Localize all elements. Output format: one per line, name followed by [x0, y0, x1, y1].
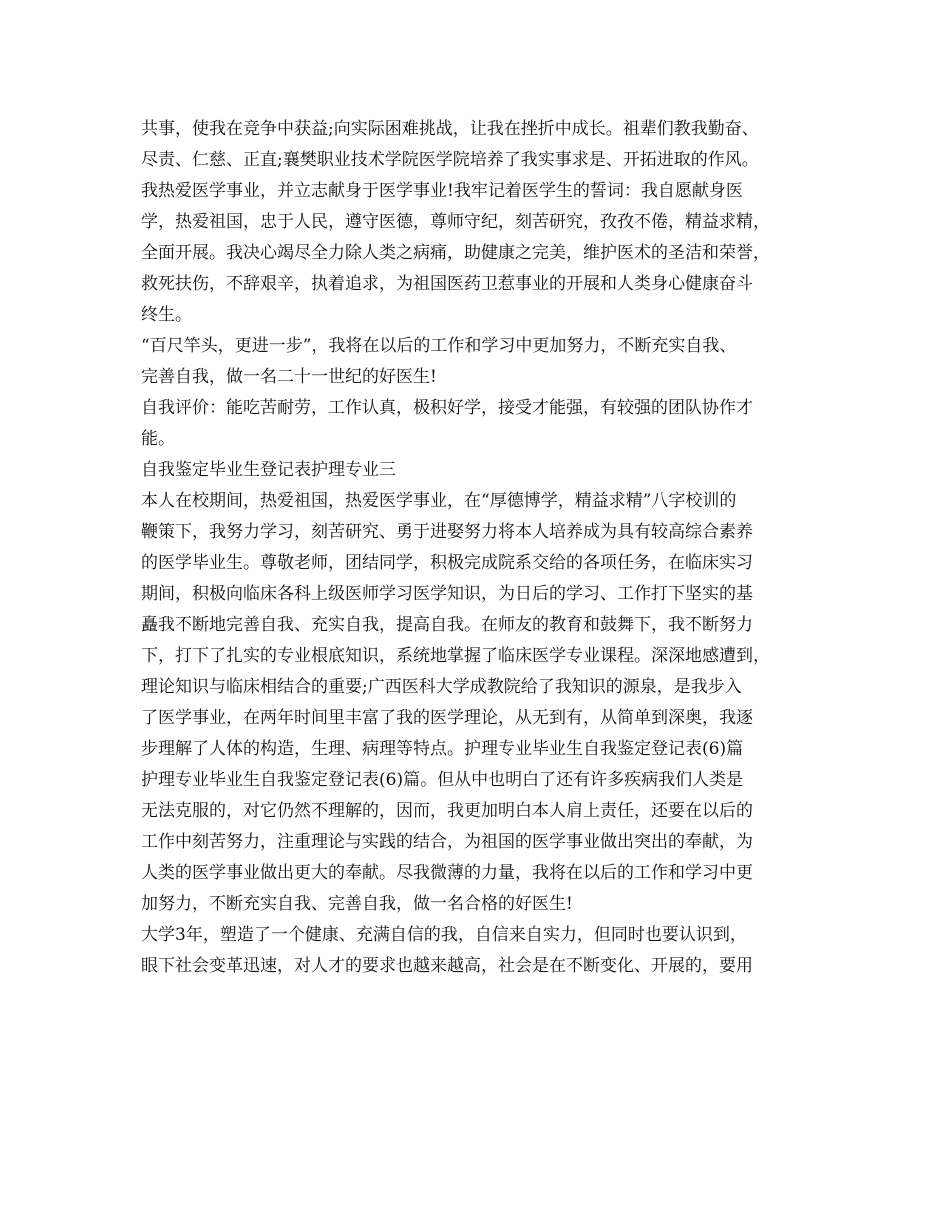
text-line: “百尺竿头，更进一步”，我将在以后的工作和学习中更加努力，不断充实自我、: [141, 336, 737, 356]
text-line: 下，打下了扎实的专业根底知识，系统地掌握了临床医学专业课程。深深地感遭到，: [141, 646, 770, 666]
text-line: 工作中刻苦努力，注重理论与实践的结合，为祖国的医学事业做出突出的奉献，为: [141, 832, 753, 852]
text-line: 眼下社会变革迅速，对人才的要求也越来越高，社会是在不断变化、开展的，要用: [141, 956, 753, 976]
text-line: 的医学毕业生。尊敬老师，团结同学，积极完成院系交给的各项任务，在临床实习: [141, 553, 753, 573]
text-line: 理论知识与临床相结合的重要;广西医科大学成教院给了我知识的源泉，是我步入: [141, 677, 742, 697]
text-line: 了医学事业，在两年时间里丰富了我的医学理论，从无到有，从简单到深奥，我逐: [141, 708, 753, 728]
text-line: 学，热爱祖国，忠于人民，遵守医德，尊师守纪，刻苦研究，孜孜不倦，精益求精，: [141, 212, 770, 232]
text-line: 加努力，不断充实自我、完善自我，做一名合格的好医生!: [141, 894, 573, 914]
text-line: 大学3年，塑造了一个健康、充满自信的我，自信来自实力，但同时也要认识到，: [141, 925, 747, 945]
text-line: 全面开展。我决心竭尽全力除人类之病痛，助健康之完美，维护医术的圣洁和荣誉，: [141, 243, 770, 263]
text-line: 步理解了人体的构造，生理、病理等特点。护理专业毕业生自我鉴定登记表(6)篇: [141, 739, 744, 759]
text-line: 期间，积极向临床各科上级医师学习医学知识，为日后的学习、工作打下坚实的基: [141, 584, 753, 604]
text-line: 救死扶伤，不辞艰辛，执着追求，为祖国医药卫惹事业的开展和人类身心健康奋斗: [141, 274, 753, 294]
text-line: 无法克服的，对它仍然不理解的，因而，我更加明白本人肩上责任，还要在以后的: [141, 801, 753, 821]
section-heading: 自我鉴定毕业生登记表护理专业三: [141, 460, 396, 480]
text-line: 本人在校期间，热爱祖国，热爱医学事业，在“厚德博学，精益求精”八字校训的: [141, 491, 737, 511]
text-line: 我热爱医学事业，并立志献身于医学事业!我牢记着医学生的誓词：我自愿献身医: [141, 181, 743, 201]
text-line: 尽责、仁慈、正直;襄樊职业技术学院医学院培养了我实事求是、开拓进取的作风。: [141, 150, 759, 170]
text-line: 鞭策下，我努力学习，刻苦研究、勇于进娶努力将本人培养成为具有较高综合素养: [141, 522, 753, 542]
text-line: 自我评价：能吃苦耐劳，工作认真，极积好学，接受才能强，有较强的团队协作才: [141, 398, 753, 418]
text-line: 终生。: [141, 305, 192, 325]
text-line: 护理专业毕业生自我鉴定登记表(6)篇。但从中也明白了还有许多疾病我们人类是: [141, 770, 744, 790]
text-line: 共事，使我在竞争中获益;向实际困难挑战，让我在挫折中成长。祖辈们教我勤奋、: [141, 119, 759, 139]
text-line: 矗我不断地完善自我、充实自我，提高自我。在师友的教育和鼓舞下，我不断努力: [141, 615, 753, 635]
text-line: 人类的医学事业做出更大的奉献。尽我微薄的力量，我将在以后的工作和学习中更: [141, 863, 753, 883]
text-line: 完善自我，做一名二十一世纪的好医生!: [141, 367, 437, 387]
document-body: [141, 114, 831, 982]
text-line: 能。: [141, 429, 175, 449]
